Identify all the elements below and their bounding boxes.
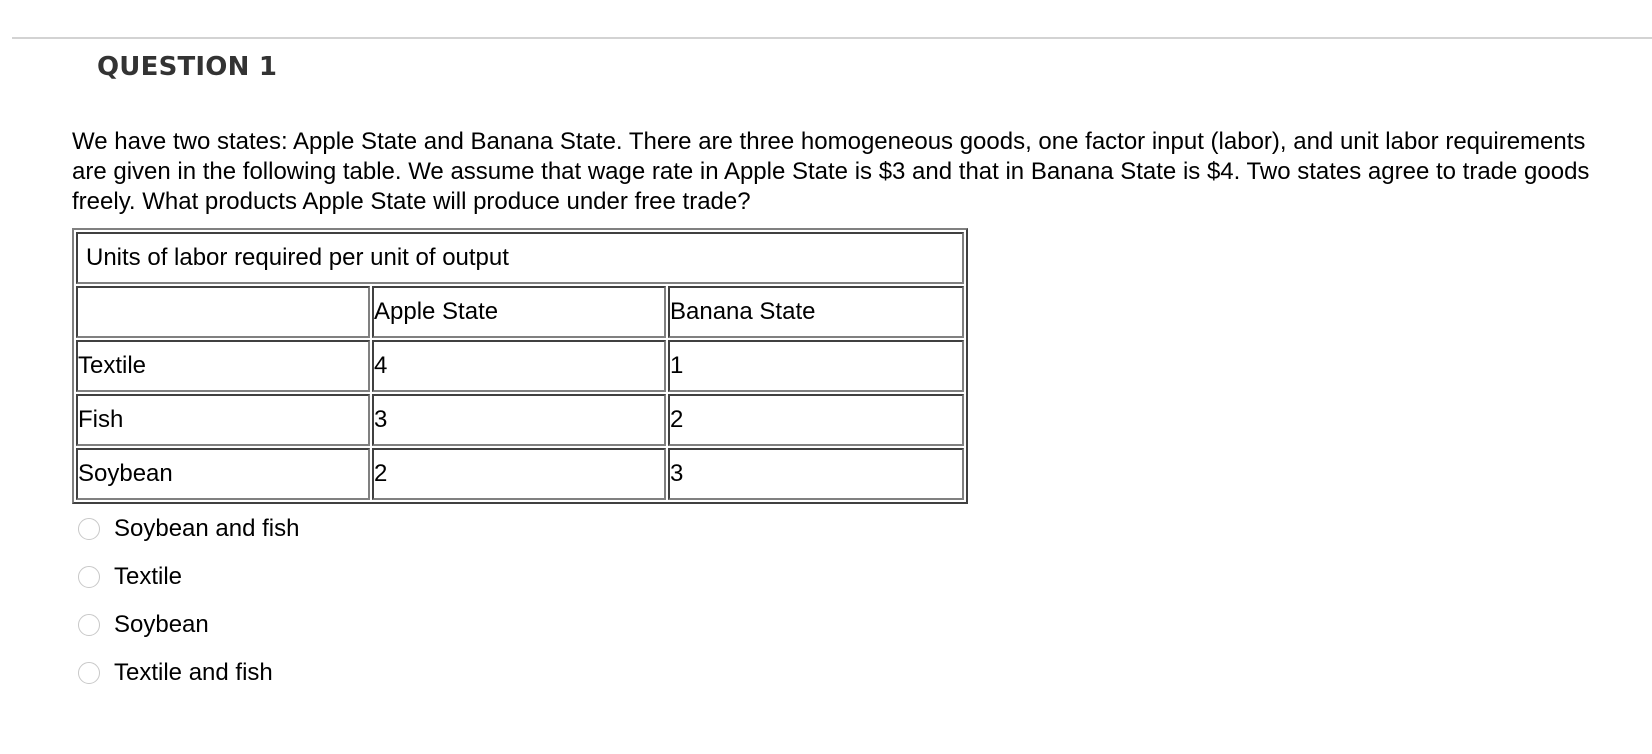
table-header-empty [76, 286, 370, 338]
answer-option-label: Soybean and fish [114, 515, 300, 542]
table-row [76, 394, 964, 446]
answer-option-textile[interactable] [78, 553, 299, 601]
table-row [76, 340, 964, 392]
answer-option-label: Soybean [114, 611, 209, 638]
radio-button[interactable] [78, 518, 100, 540]
answer-option-label: Textile [114, 563, 183, 590]
table-row [76, 448, 964, 500]
question-text: We have two states: Apple State and Banana State. There are three homogeneous goods, one factor input (labor), and unit labor requirements are given in the following table. We assume that wage rate in Apple State is $3 and that in Banana State is $4. Two states agree to trade goods freely. What products Apple State will produce under free trade? [72, 128, 1590, 215]
table-header-banana-state: Banana State [668, 286, 964, 338]
table-header-apple-state: Apple State [372, 286, 666, 338]
radio-button[interactable] [78, 662, 100, 684]
table-cell-good: Textile [76, 340, 370, 392]
table-header-row [76, 286, 964, 338]
answer-option-soybean[interactable] [78, 601, 299, 649]
radio-button[interactable] [78, 614, 100, 636]
labor-requirements-table [72, 228, 968, 504]
table-caption-row [76, 232, 964, 284]
table-cell-banana: 2 [668, 394, 964, 446]
table-cell-banana: 1 [668, 340, 964, 392]
table-cell-good: Fish [76, 394, 370, 446]
answer-option-soybean-and-fish[interactable] [78, 505, 299, 553]
table-cell-apple: 3 [372, 394, 666, 446]
table-cell-banana: 3 [668, 448, 964, 500]
table-cell-good: Soybean [76, 448, 370, 500]
radio-button[interactable] [78, 566, 100, 588]
answer-option-textile-and-fish[interactable] [78, 649, 299, 697]
table-caption: Units of labor required per unit of output [76, 232, 964, 284]
table-cell-apple: 2 [372, 448, 666, 500]
question-title: QUESTION 1 [97, 52, 278, 82]
table-cell-apple: 4 [372, 340, 666, 392]
answer-options [78, 505, 299, 697]
answer-option-label: Textile and fish [114, 659, 273, 686]
top-divider [12, 37, 1652, 39]
